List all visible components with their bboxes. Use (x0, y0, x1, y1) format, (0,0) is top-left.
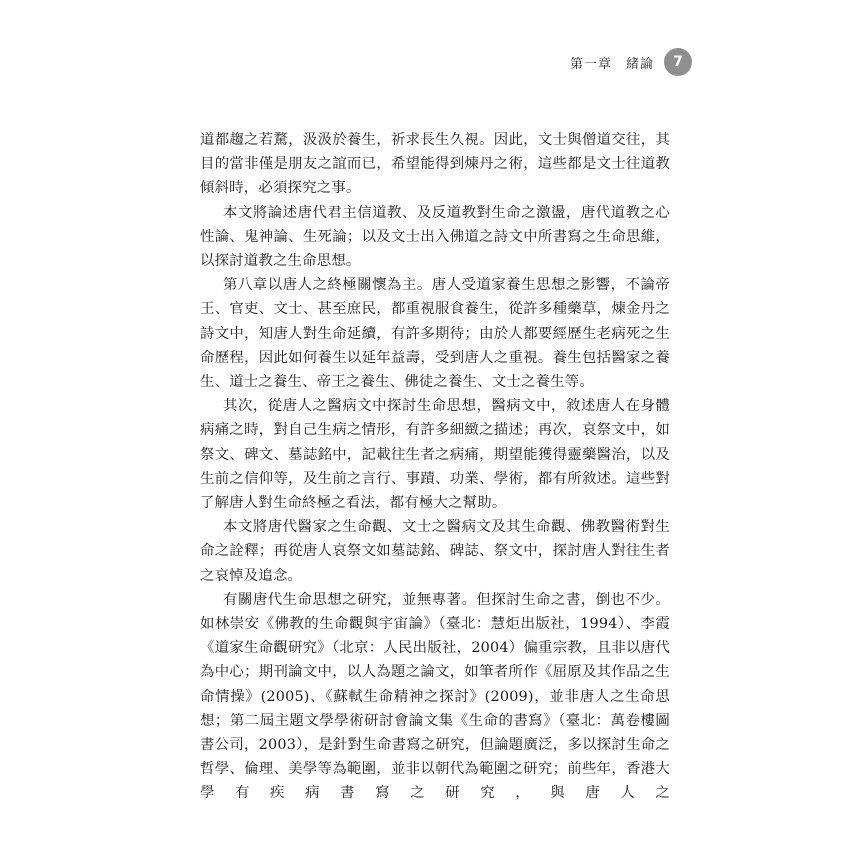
paragraph: 有關唐代生命思想之研究，並無專著。但探討生命之書，倒也不少。如林崇安《佛教的生命觀與宇宙論》（臺北：慧炬出版社，1994）、李霞《道家生命觀研究》（北京：人民出版社，2004）偏重宗教，且非以唐代為中心；期刊論文中，以人為題之論文，如筆者所作《屈原及其作品之生命情操》(2005)、《蘇軾生命精神之探討》(2009)，並非唐人之生命思想；第二屆主題文學學術研討會論文集《生命的書寫》（臺北：萬卷樓圖書公司，2003），是針對生命書寫之研究，但論題廣泛，多以探討生命之哲學、倫理、美學等為範圍，並非以朝代為範圍之研究；前些年，香港大學有疾病書寫之研究，與唐人之 (200, 591, 670, 802)
running-header (570, 48, 692, 76)
paragraph: 其次，從唐人之醫病文中探討生命思想，醫病文中，敘述唐人在身體病痛之時，對自己生病之情形，有許多細緻之描述；再次，哀祭文中，如祭文、碑文、墓誌銘中，記載往生者之病痛，期望能獲得靈藥醫治，以及生前之信仰等，及生前之言行、事蹟、功業、學術，都有所敘述。這些對了解唐人對生命終極之看法，都有極大之幫助。 (200, 398, 670, 512)
paragraph: 第八章以唐人之終極關懷為主。唐人受道家養生思想之影響，不論帝王、官吏、文士、甚至庶民，都重視服食養生，從許多種藥草，煉金丹之詩文中，知唐人對生命延續，有許多期待；由於人都要經歷生老病死之生命歷程，因此如何養生以延年益壽，受到唐人之重視。養生包括醫家之養生、道士之養生、帝王之養生、佛徒之養生、文士之養生等。 (200, 277, 670, 391)
paragraph: 道都趨之若騖，汲汲於養生，祈求長生久視。因此，文士與僧道交往，其目的當非僅是朋友之誼而已，希望能得到煉丹之術，這些都是文士往道教傾斜時，必須探究之事。 (200, 132, 670, 197)
chapter-title: 第一章 緒論 (569, 56, 654, 72)
paragraph: 本文將論述唐代君主信道教、及反道教對生命之激盪，唐代道教之心性論、鬼神論、生死論；以及文士出入佛道之詩文中所書寫之生命思維，以探討道教之生命思想。 (200, 204, 670, 270)
body-text (200, 128, 670, 806)
paragraph: 本文將唐代醫家之生命觀、文士之醫病文及其生命觀、佛教醫術對生命之詮釋；再從唐人哀祭文如墓誌銘、碑誌、祭文中，探討唐人對往生者之哀悼及追念。 (200, 519, 670, 584)
page-number-badge: 7 (664, 48, 692, 76)
